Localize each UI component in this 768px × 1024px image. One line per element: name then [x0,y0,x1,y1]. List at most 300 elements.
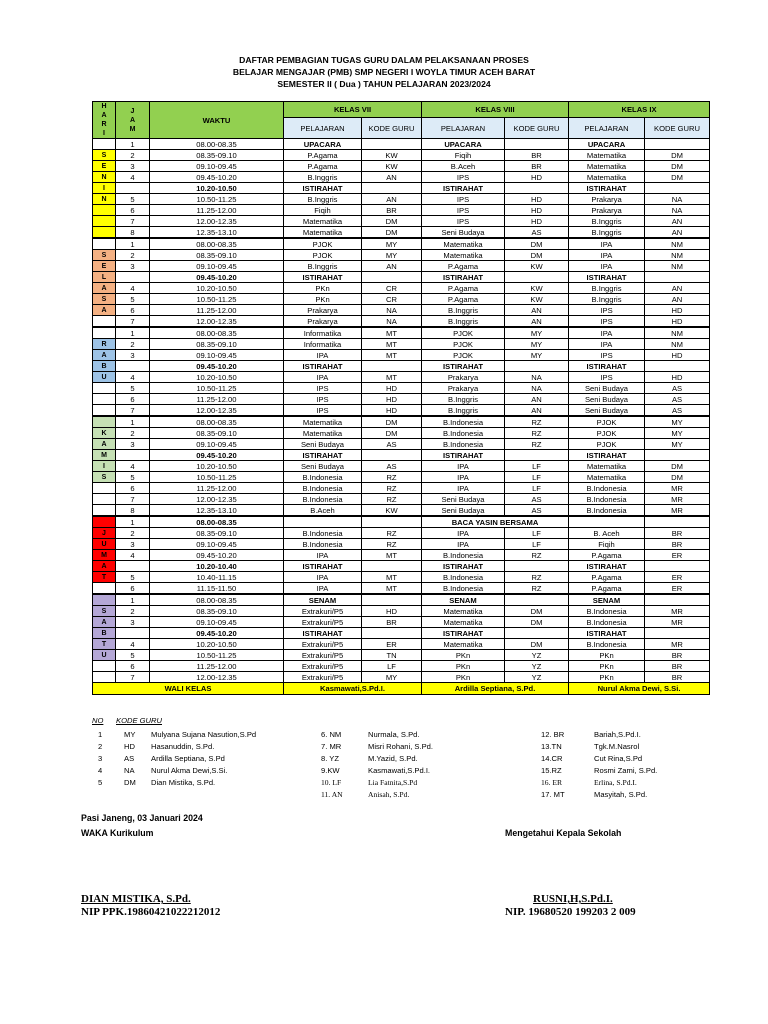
kode-ix: AS [645,394,710,405]
pelajaran-ix: PKn [569,650,645,661]
waktu-cell: 08.35-09.10 [150,150,284,161]
jam-cell: 5 [116,572,150,583]
day-letter [93,405,116,417]
jam-cell: 1 [116,327,150,339]
pelajaran-ix: UPACARA [569,139,645,150]
kode-ix: NM [645,261,710,272]
day-letter: U [93,650,116,661]
schedule-row [93,483,710,494]
kode-viii: YZ [505,672,569,683]
pelajaran-vii: B.Aceh [284,505,362,517]
waktu-cell: 12.00-12.35 [150,494,284,505]
legend-teacher-name: Rosmi Zami, S.Pd. [594,766,658,775]
pelajaran-vii: Informatika [284,339,362,350]
jam-cell: 2 [116,150,150,161]
kode-ix: NM [645,339,710,350]
kode-vii: MT [362,372,422,383]
pelajaran-ix: B.Indonesia [569,617,645,628]
day-letter: S [93,606,116,617]
kode-ix: MR [645,639,710,650]
kode-ix: HD [645,316,710,328]
jam-cell [116,628,150,639]
kode-ix: DM [645,172,710,183]
schedule-row [93,539,710,550]
schedule-row [93,472,710,483]
kode-viii: DM [505,238,569,250]
schedule-row [93,327,710,339]
kode-ix: AN [645,283,710,294]
day-letter: A [93,350,116,361]
pelajaran-viii: ISTIRAHAT [422,450,505,461]
waktu-header: WAKTU [150,102,284,139]
kode-viii [505,450,569,461]
kode-ix: DM [645,461,710,472]
day-letter [93,494,116,505]
legend-code: HD [124,742,135,751]
jam-cell: 7 [116,494,150,505]
jam-cell: 2 [116,528,150,539]
schedule-row [93,516,710,528]
waktu-cell: 10.50-11.25 [150,472,284,483]
pelajaran-viii: Seni Budaya [422,227,505,239]
day-letter [93,516,116,528]
pelajaran-ix: ISTIRAHAT [569,361,645,372]
kode-vii: RZ [362,483,422,494]
kode-viii [505,561,569,572]
pelajaran-ix: B.Inggris [569,216,645,227]
kode-viii: AN [505,394,569,405]
pelajaran-header: PELAJARAN [569,118,645,139]
kode-ix: ER [645,572,710,583]
waktu-cell: 09.10-09.45 [150,439,284,450]
day-letter: U [93,539,116,550]
kode-ix: ER [645,583,710,595]
right-signer-name: RUSNI,H,S.Pd.I. [533,893,613,905]
legend-code: 11. AN [321,790,343,799]
waktu-cell: 10.40-11.15 [150,572,284,583]
pelajaran-ix: B.Indonesia [569,606,645,617]
kode-ix: NM [645,238,710,250]
kode-ix: NA [645,205,710,216]
waktu-cell: 11.25-12.00 [150,661,284,672]
waktu-cell: 10.20-10.50 [150,372,284,383]
kode-vii: ER [362,639,422,650]
waktu-cell: 09.10-09.45 [150,617,284,628]
jam-cell: 3 [116,439,150,450]
jam-cell: 6 [116,483,150,494]
jam-cell: 6 [116,394,150,405]
kode-viii: LF [505,483,569,494]
day-letter [93,672,116,683]
jam-cell: 6 [116,205,150,216]
kode-vii: MT [362,583,422,595]
waktu-cell: 12.00-12.35 [150,405,284,417]
schedule-body [93,139,710,683]
day-letter: M [93,550,116,561]
kode-vii: BR [362,205,422,216]
kode-ix: AN [645,227,710,239]
pelajaran-ix: PJOK [569,416,645,428]
day-letter: S [93,294,116,305]
kode-vii: AN [362,261,422,272]
waktu-cell: 08.00-08.35 [150,516,284,528]
kode-ix: BR [645,650,710,661]
day-letter: E [93,161,116,172]
pelajaran-ix: B. Aceh [569,528,645,539]
kode-ix: NM [645,250,710,261]
pelajaran-vii [284,516,362,528]
day-letter [93,394,116,405]
day-letter [93,139,116,150]
kode-ix: NM [645,327,710,339]
legend-no: 3 [98,754,103,763]
baca-yasin-cell: BACA YASIN BERSAMA [422,516,569,528]
pelajaran-ix: Seni Budaya [569,405,645,417]
legend-code: 7. MR [321,742,342,751]
jam-cell: 8 [116,227,150,239]
kode-ix [645,139,710,150]
pelajaran-ix: SENAM [569,594,645,606]
day-letter [93,383,116,394]
jam-cell: 6 [116,661,150,672]
pelajaran-vii: PKn [284,283,362,294]
pelajaran-ix: B.Inggris [569,283,645,294]
pelajaran-vii: P.Agama [284,150,362,161]
jam-cell: 1 [116,594,150,606]
waktu-cell: 12.35-13.10 [150,227,284,239]
legend-teacher-name: Kasmawati,S.Pd.I. [368,766,431,775]
waktu-cell: 08.35-09.10 [150,428,284,439]
pelajaran-viii: Prakarya [422,372,505,383]
kode-vii: KW [362,150,422,161]
day-letter [93,216,116,227]
pelajaran-viii: IPS [422,205,505,216]
kode-vii [362,361,422,372]
day-letter [93,327,116,339]
pelajaran-viii: IPA [422,461,505,472]
kode-ix: BR [645,539,710,550]
pelajaran-viii: Matematika [422,606,505,617]
day-letter: E [93,261,116,272]
pelajaran-viii: IPS [422,216,505,227]
pelajaran-vii: Matematika [284,428,362,439]
wali-kelas-row [93,683,710,695]
pelajaran-viii: B.Inggris [422,394,505,405]
pelajaran-ix: Matematika [569,472,645,483]
pelajaran-vii: B.Inggris [284,194,362,205]
schedule-row [93,628,710,639]
kode-viii: YZ [505,661,569,672]
pelajaran-vii: IPS [284,405,362,417]
waktu-cell: 08.00-08.35 [150,416,284,428]
day-letter [93,316,116,328]
pelajaran-viii: P.Agama [422,283,505,294]
legend-teacher-name: Masyitah, S.Pd. [594,790,648,799]
legend-teacher-name: Ardilla Septiana, S.Pd [151,754,225,763]
kode-vii [362,272,422,283]
schedule-row [93,661,710,672]
jam-cell: 7 [116,316,150,328]
schedule-row [93,672,710,683]
legend-code: DM [124,778,136,787]
schedule-row [93,183,710,194]
kode-vii [362,561,422,572]
legend-code: 10. LF [321,778,342,787]
pelajaran-ix: PKn [569,672,645,683]
kode-vii: CR [362,294,422,305]
schedule-row [93,606,710,617]
jam-cell: 3 [116,539,150,550]
day-letter: I [93,461,116,472]
waktu-cell: 11.25-12.00 [150,483,284,494]
jam-cell: 8 [116,505,150,517]
pelajaran-ix: IPA [569,238,645,250]
schedule-row [93,161,710,172]
jam-cell: 5 [116,383,150,394]
waktu-cell: 08.35-09.10 [150,528,284,539]
waktu-cell: 08.35-09.10 [150,339,284,350]
waktu-cell: 10.50-11.25 [150,650,284,661]
pelajaran-vii: UPACARA [284,139,362,150]
schedule-row [93,350,710,361]
pelajaran-ix: B.Indonesia [569,483,645,494]
wali-kelas-vii: Kasmawati,S.Pd.I. [284,683,422,695]
kode-ix: NA [645,194,710,205]
kode-ix: BR [645,528,710,539]
kode-vii: AN [362,194,422,205]
pelajaran-vii: ISTIRAHAT [284,450,362,461]
schedule-row [93,394,710,405]
kode-ix: MR [645,483,710,494]
legend-teacher-name: Nurul Akma Dewi,S.Si. [151,766,228,775]
legend-teacher-name: Dian Mistika, S.Pd. [151,778,216,787]
day-letter: J [93,528,116,539]
pelajaran-viii: IPA [422,539,505,550]
pelajaran-viii: ISTIRAHAT [422,561,505,572]
legend-no: 4 [98,766,103,775]
day-letter: M [93,450,116,461]
kode-ix: ER [645,550,710,561]
legend-teacher-name: Erlina, S.Pd.I. [594,778,637,787]
kode-vii: AS [362,439,422,450]
pelajaran-vii: Prakarya [284,305,362,316]
legend-teacher-name: Lia Fatnita,S.Pd [368,778,418,787]
pelajaran-viii: B.Aceh [422,161,505,172]
schedule-row [93,272,710,283]
pelajaran-viii: ISTIRAHAT [422,361,505,372]
pelajaran-viii: ISTIRAHAT [422,183,505,194]
kode-ix [645,450,710,461]
legend-code: 12. BR [541,730,565,739]
pelajaran-vii: B.Indonesia [284,539,362,550]
schedule-row [93,561,710,572]
pelajaran-viii: B.Indonesia [422,439,505,450]
kode-viii [505,628,569,639]
kode-vii: KW [362,161,422,172]
kode-header: KODE GURU [505,118,569,139]
waktu-cell: 10.50-11.25 [150,194,284,205]
kode-ix: AN [645,294,710,305]
kode-viii [505,272,569,283]
pelajaran-ix: ISTIRAHAT [569,628,645,639]
kode-ix: BR [645,672,710,683]
kode-ix: BR [645,661,710,672]
jam-cell: 1 [116,238,150,250]
jam-cell: 2 [116,428,150,439]
day-letter: S [93,250,116,261]
pelajaran-viii: B.Indonesia [422,550,505,561]
jam-cell: 3 [116,261,150,272]
pelajaran-viii: B.Inggris [422,305,505,316]
kode-vii: MT [362,327,422,339]
kode-vii: DM [362,416,422,428]
pelajaran-vii: Fiqih [284,205,362,216]
jam-cell [116,272,150,283]
kode-viii: LF [505,528,569,539]
pelajaran-vii: ISTIRAHAT [284,628,362,639]
pelajaran-header: PELAJARAN [284,118,362,139]
kode-vii [362,516,422,528]
pelajaran-viii: ISTIRAHAT [422,272,505,283]
kode-vii: MY [362,250,422,261]
kode-ix: HD [645,372,710,383]
jam-cell: 2 [116,606,150,617]
kode-ix: MR [645,617,710,628]
pelajaran-viii: PKn [422,650,505,661]
waktu-cell: 12.00-12.35 [150,672,284,683]
jam-cell: 5 [116,650,150,661]
kode-ix: MY [645,439,710,450]
pelajaran-viii: Fiqih [422,150,505,161]
legend-teacher-name: Mulyana Sujana Nasution,S.Pd [151,730,257,739]
kode-ix: HD [645,305,710,316]
right-signer-nip: NIP. 19680520 199203 2 009 [505,906,636,918]
jam-cell: 4 [116,461,150,472]
pelajaran-viii: B.Inggris [422,316,505,328]
pelajaran-vii: IPA [284,372,362,383]
kode-viii: HD [505,172,569,183]
kode-vii: TN [362,650,422,661]
kode-ix [645,561,710,572]
waktu-cell: 10.20-10.50 [150,183,284,194]
pelajaran-vii: IPA [284,550,362,561]
kode-vii [362,450,422,461]
pelajaran-viii: Prakarya [422,383,505,394]
pelajaran-ix: Matematika [569,150,645,161]
pelajaran-vii: IPS [284,394,362,405]
kode-ix: MY [645,416,710,428]
kode-viii: RZ [505,572,569,583]
pelajaran-ix: PKn [569,661,645,672]
kode-vii: CR [362,283,422,294]
pelajaran-viii: Seni Budaya [422,505,505,517]
legend-no-header: NO [92,716,104,725]
kode-viii: MY [505,327,569,339]
schedule-row [93,238,710,250]
pelajaran-vii: SENAM [284,594,362,606]
waktu-cell: 09.45-10.20 [150,272,284,283]
kode-viii: AN [505,316,569,328]
day-letter [93,205,116,216]
pelajaran-header: PELAJARAN [422,118,505,139]
day-letter [93,238,116,250]
pelajaran-ix: B.Indonesia [569,639,645,650]
place-date: Pasi Janeng, 03 Januari 2024 [81,813,203,823]
legend-code: 16. ER [541,778,563,787]
kode-viii: NA [505,372,569,383]
day-letter [93,227,116,239]
kode-viii: RZ [505,583,569,595]
kode-vii: HD [362,394,422,405]
pelajaran-viii: P.Agama [422,261,505,272]
kode-ix: MR [645,494,710,505]
jam-cell: 5 [116,294,150,305]
day-letter: B [93,628,116,639]
pelajaran-viii: PKn [422,672,505,683]
day-letter: N [93,172,116,183]
legend-code: MY [124,730,136,739]
pelajaran-vii: Matematika [284,216,362,227]
jam-cell: 5 [116,472,150,483]
waktu-cell: 09.45-10.20 [150,172,284,183]
pelajaran-vii: B.Inggris [284,172,362,183]
pelajaran-vii: Extrakuri/P5 [284,639,362,650]
kode-vii: KW [362,505,422,517]
day-letter: A [93,617,116,628]
kode-viii: RZ [505,550,569,561]
kode-vii: MY [362,238,422,250]
kelas-ix-header: KELAS IX [569,102,710,118]
legend-teacher-name: M.Yazid, S.Pd. [368,754,418,763]
schedule-row [93,205,710,216]
pelajaran-viii: UPACARA [422,139,505,150]
hari-header: H A R I [93,102,116,139]
wali-kelas-viii: Ardilla Septiana, S.Pd. [422,683,569,695]
pelajaran-ix: Matematika [569,161,645,172]
schedule-row [93,361,710,372]
pelajaran-vii: ISTIRAHAT [284,272,362,283]
kode-vii [362,183,422,194]
pelajaran-vii: Extrakuri/P5 [284,650,362,661]
table-header [93,102,710,139]
pelajaran-ix: IPA [569,339,645,350]
legend-no: 1 [98,730,103,739]
pelajaran-vii: PJOK [284,250,362,261]
legend-no: 5 [98,778,103,787]
kode-viii: AS [505,494,569,505]
legend-teacher-name: Hasanuddin, S.Pd. [151,742,215,751]
day-letter: N [93,194,116,205]
waktu-cell: 08.00-08.35 [150,139,284,150]
schedule-row [93,639,710,650]
jam-cell: 6 [116,583,150,595]
pelajaran-viii: Matematika [422,639,505,650]
kode-vii: MT [362,550,422,561]
kode-viii: KW [505,283,569,294]
kode-vii: RZ [362,494,422,505]
day-letter: S [93,472,116,483]
kode-viii: MY [505,339,569,350]
pelajaran-ix: IPA [569,327,645,339]
day-letter: A [93,439,116,450]
pelajaran-ix: ISTIRAHAT [569,450,645,461]
pelajaran-vii: Extrakuri/P5 [284,606,362,617]
waktu-cell: 09.10-09.45 [150,350,284,361]
pelajaran-viii: IPA [422,472,505,483]
day-letter [93,505,116,517]
kode-vii [362,594,422,606]
schedule-row [93,439,710,450]
